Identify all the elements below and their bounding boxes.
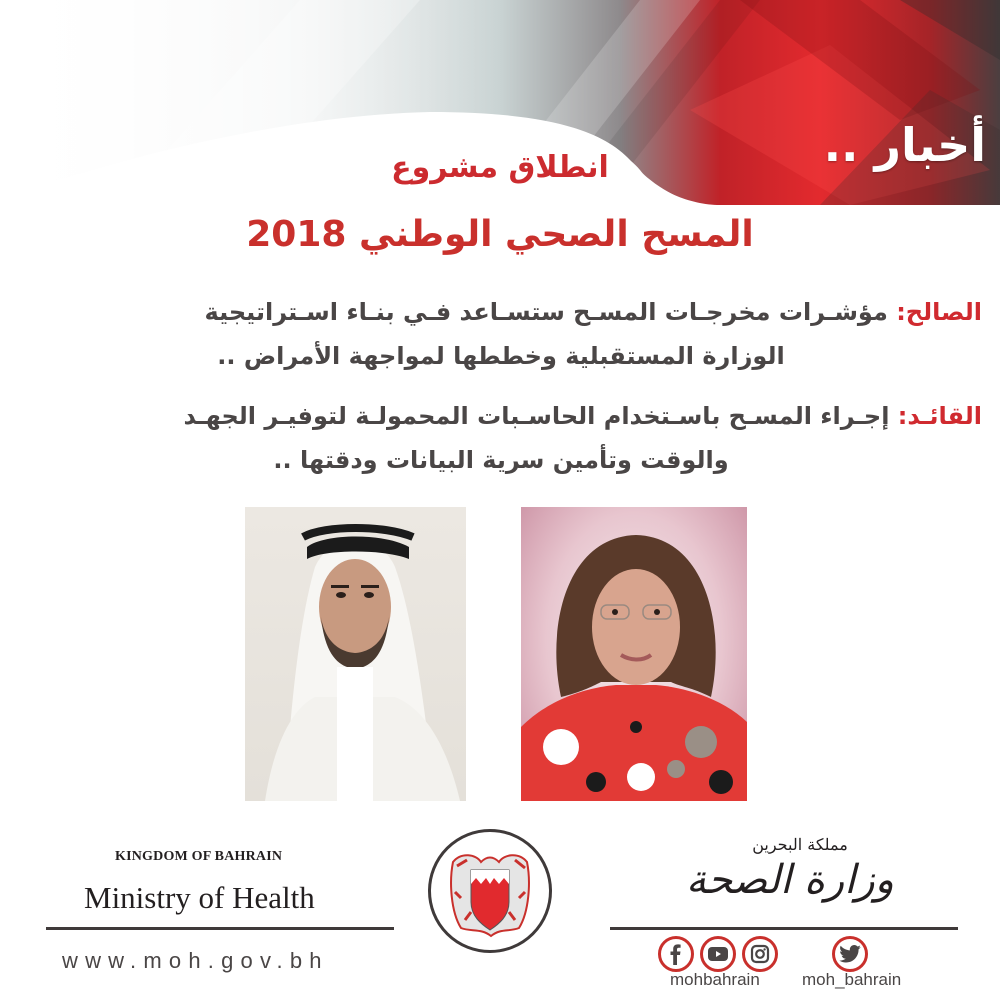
header-banner [0,0,1000,205]
kingdom-label-ar: مملكة البحرين [752,835,848,854]
social-handle-twitter[interactable]: moh_bahrain [802,970,902,989]
youtube-icon [707,945,729,963]
divider-left [46,927,394,930]
coat-of-arms-icon [431,832,549,950]
portrait-photo-left [245,507,466,801]
twitter-icon [839,945,861,963]
quote-speaker: القائـد: [897,402,982,430]
quote-line: الوزارة المستقبلية وخططها لمواجهة الأمراض .. [217,342,785,370]
kicker-text: انطلاق مشروع [391,150,609,185]
instagram-button[interactable] [742,936,778,972]
kingdom-label-en: KINGDOM OF BAHRAIN [115,849,283,864]
quote-line: والوقت وتأمين سرية البيانات ودقتها .. [273,446,729,474]
divider-right [610,927,958,930]
youtube-button[interactable] [700,936,736,972]
facebook-icon [666,943,686,965]
twitter-button[interactable] [832,936,868,972]
quote-2 [20,394,982,482]
headline: المسح الصحي الوطني 2018 [246,214,754,255]
quote-1 [20,290,982,378]
website-link[interactable]: www.moh.gov.bh [62,948,329,973]
ministry-name-en: Ministry of Health [84,880,315,915]
news-tag: أخبار .. [823,118,986,172]
facebook-button[interactable] [658,936,694,972]
bahrain-coat-of-arms-emblem [428,829,552,953]
quote-speaker: الصالح: [896,298,982,326]
man-portrait-illustration [245,507,466,801]
quote-line: إجـراء المسـح باسـتخدام الحاسـبات المحمولـة لتوفيـر الجهـد [183,402,890,430]
portrait-photo-right [521,507,747,801]
instagram-icon [750,944,770,964]
social-handle-main[interactable]: mohbahrain [670,970,760,989]
ministry-name-ar: وزارة الصحة [686,857,894,903]
quote-line: مؤشـرات مخرجـات المسـح ستسـاعد فـي بنـاء اسـتراتيجية [204,298,888,326]
woman-portrait-illustration [521,507,747,801]
